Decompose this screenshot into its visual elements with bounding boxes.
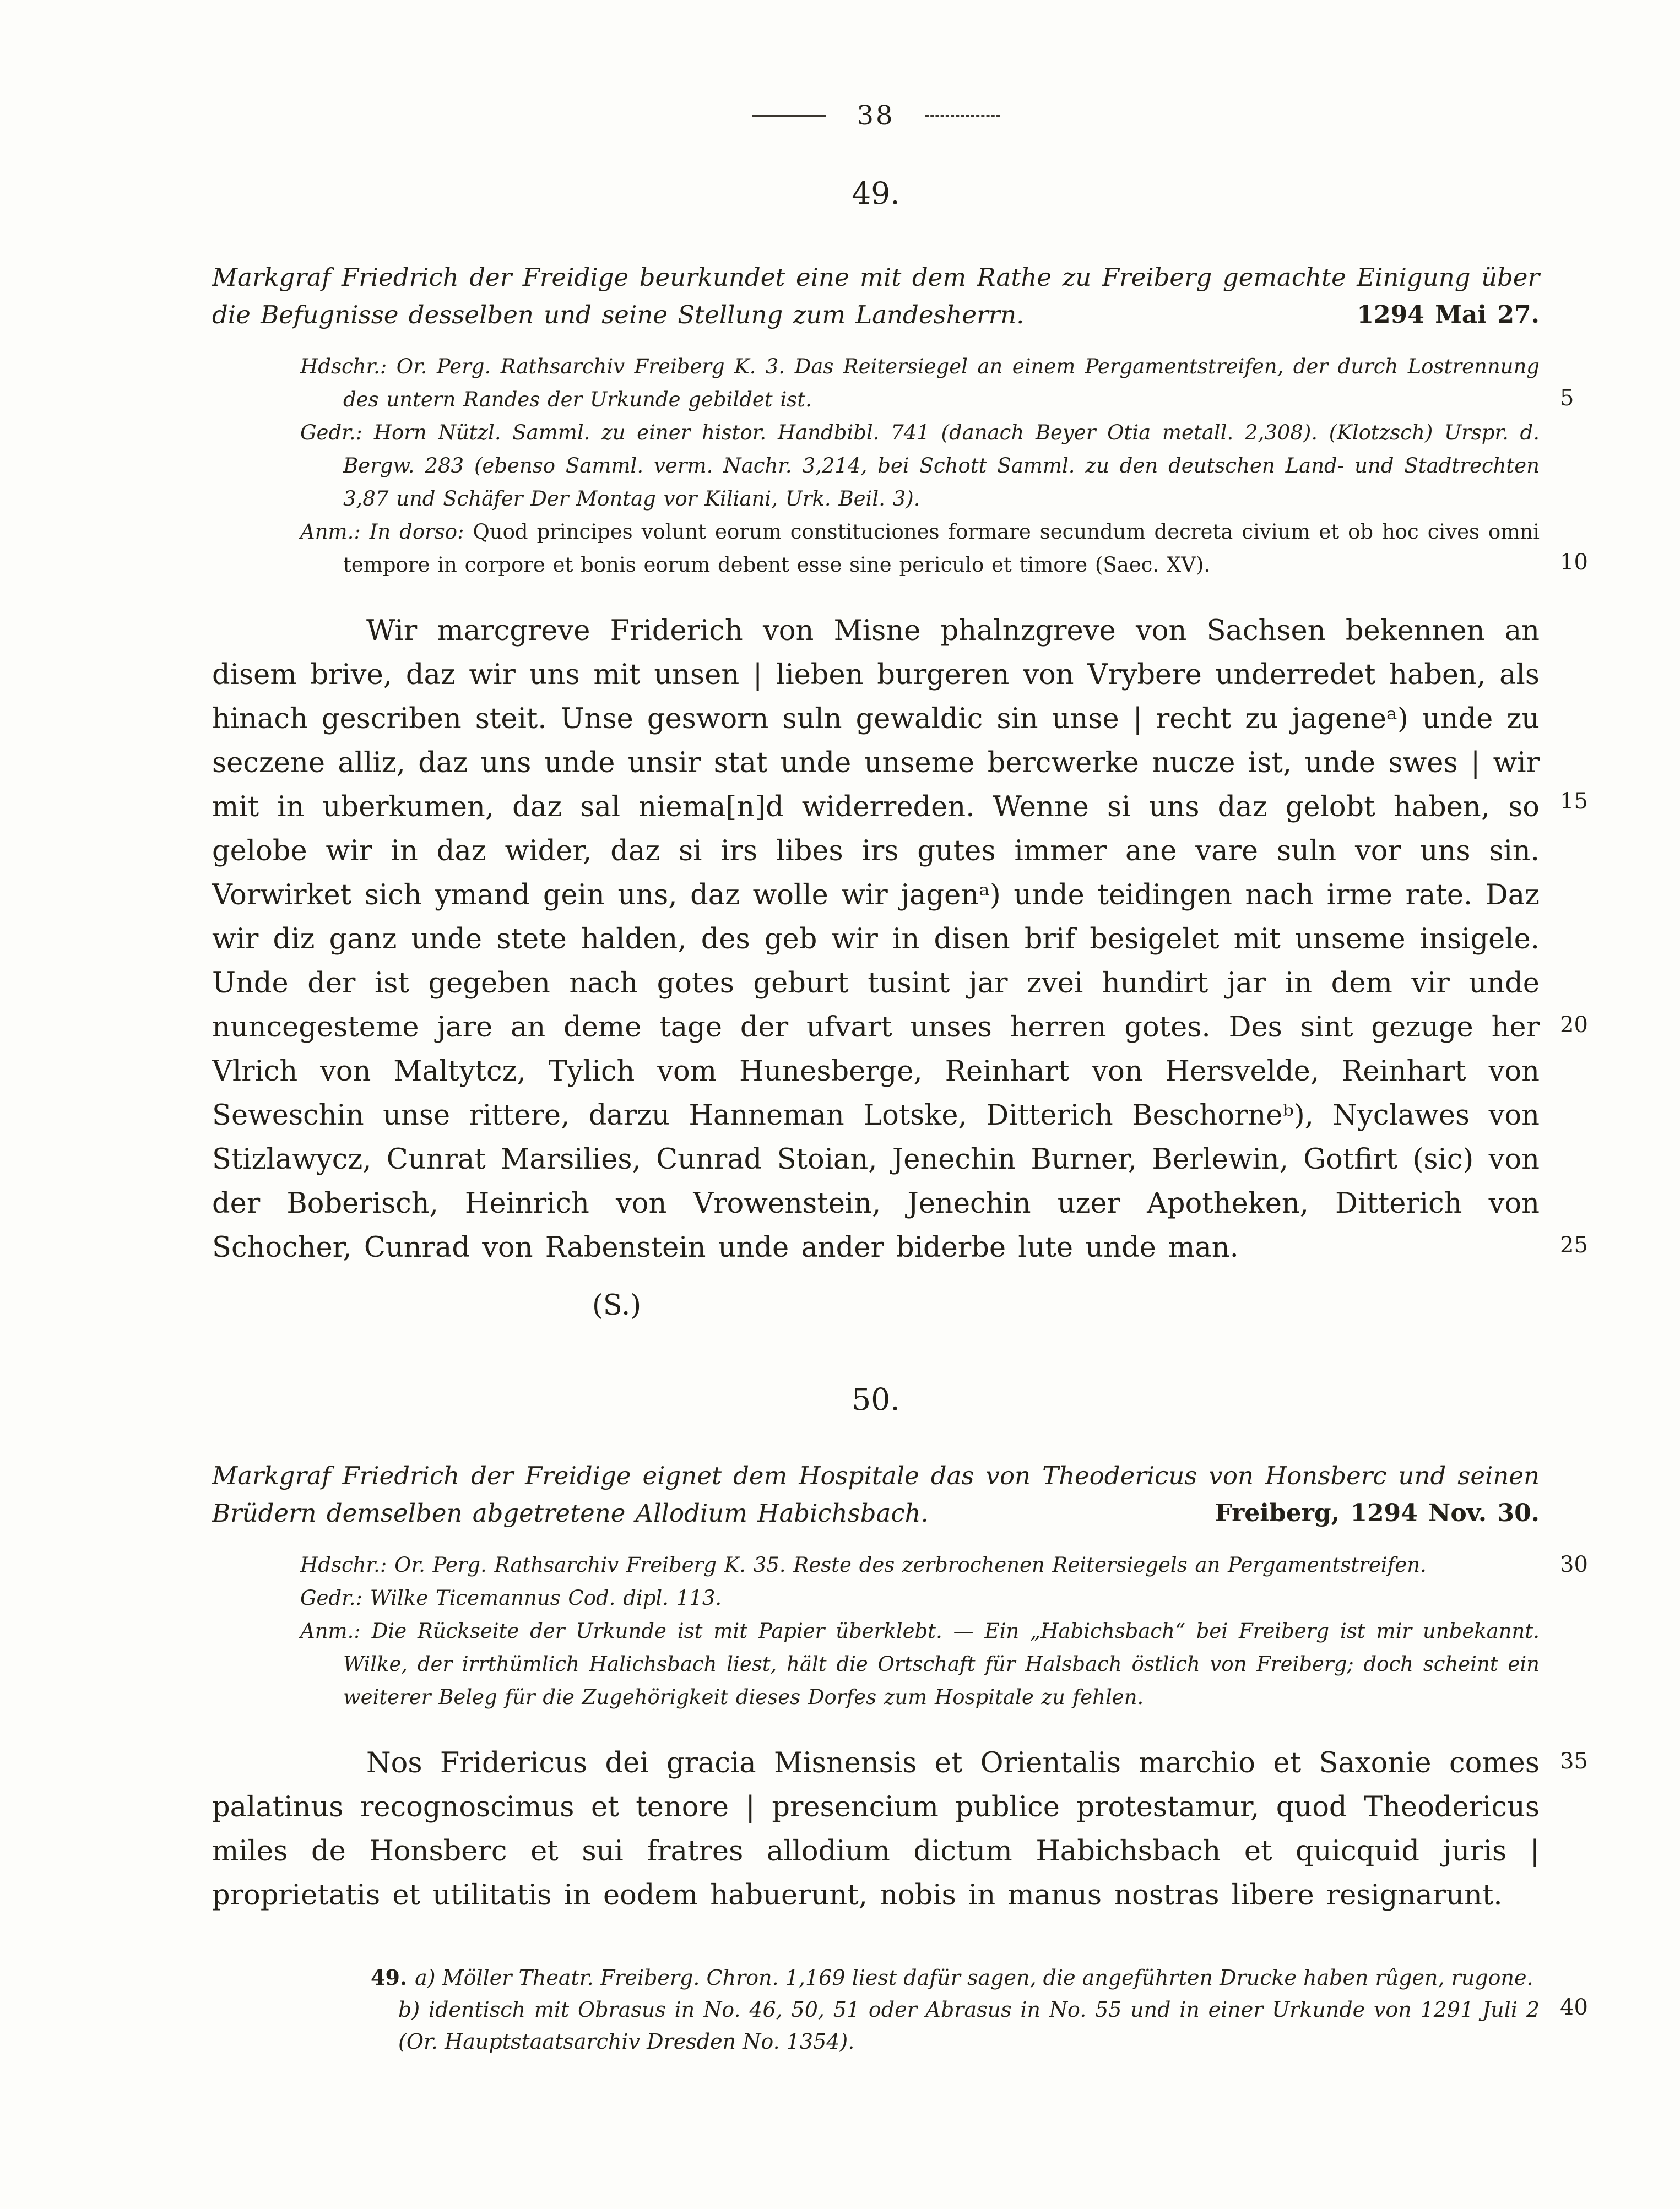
apparatus-entry-gedr	[300, 416, 1540, 515]
apparatus-entry-hdschr	[300, 1549, 1540, 1582]
apparatus-entry-anm	[300, 1615, 1540, 1714]
footnotes-block	[371, 1962, 1540, 2058]
apparatus-entry-gedr	[300, 1582, 1540, 1615]
apparatus-label: Hdschr.:	[300, 1553, 387, 1577]
apparatus-label: Anm.:	[300, 520, 361, 544]
apparatus-label: Hdschr.:	[300, 355, 387, 378]
section-number: 50.	[852, 1382, 900, 1417]
line-number-15: 15	[1560, 789, 1588, 814]
line-number-25: 25	[1560, 1233, 1588, 1258]
page-content	[212, 99, 1540, 2058]
line-number-20: 20	[1560, 1012, 1588, 1038]
charter-summary	[212, 1457, 1540, 1532]
apparatus-block	[212, 1549, 1540, 1714]
line-number-10: 10	[1560, 550, 1588, 575]
line-number-40: 40	[1560, 1995, 1588, 2020]
section-number: 49.	[852, 176, 900, 211]
charter-body-text: Nos Fridericus dei gracia Misnensis et Orientalis marchio et Saxonie comes palatinus recognoscimus et tenore | presencium publice protestamur, quod Theodericus miles de Honsberc et sui fratres allodium dictum Habichsbach et quicquid juris | proprietatis et utilitatis in eodem habuerunt, nobis in manus nostras libere resignarunt.	[212, 1747, 1540, 1912]
seal-mark: (S.)	[592, 1289, 642, 1322]
apparatus-text: In dorso:	[369, 520, 464, 544]
footnote-a	[371, 1962, 1540, 1994]
page-number-rule-right	[925, 115, 1000, 117]
charter-date: 1294 Mai 27.	[1340, 296, 1540, 334]
line-number-35: 35	[1560, 1749, 1588, 1774]
page-number: 38	[857, 100, 895, 131]
charter-body-text: Wir marcgreve Friderich von Misne phalnzgreve von Sachsen bekennen an disem brive, daz wir uns mit unsen | lieben burgeren von Vrybere underredet haben, als hinach gescriben steit. Unse gesworn suln gewaldic sin unse | recht zu jageneᵃ) unde zu seczene alliz, daz uns unde unsir stat unde unseme bercwerke nucze ist, unde swes | wir mit in uberkumen, daz sal niema[n]d widerreden. Wenne si uns daz gelobt haben, so gelobe wir in daz wider, daz si irs libes irs gutes immer ane vare suln vor uns sin. Vorwirket sich ymand gein uns, daz wolle wir jagenᵃ) unde teidingen nach irme rate. Daz wir diz ganz unde stete halden, des geb wir in disen brif besigelet mit unseme insigele. Unde der ist gegeben nach gotes geburt tusint jar zvei hundirt jar in dem vir unde nuncegesteme jare an deme tage der ufvart unses herren gotes. Des sint gezuge her Vlrich von Maltytcz, Tylich vom Hunesberge, Reinhart von Hersvelde, Reinhart von Seweschin unse rittere, darzu Hanneman Lotske, Ditterich Beschorneᵇ), Nyclawes von Stizlawycz, Cunrat Marsilies, Cunrad Stoian, Jenechin Burner, Berlewin, Gotfirt (sic) von der Boberisch, Heinrich von Vrowenstein, Jenechin uzer Apotheken, Ditterich von Schocher, Cunrad von Rabenstein unde ander biderbe lute unde man.	[212, 615, 1540, 1264]
line-number-5: 5	[1560, 386, 1574, 411]
apparatus-text: Or. Perg. Rathsarchiv Freiberg K. 35. Reste des zerbrochenen Reitersiegels an Pergamentstreifen.	[394, 1553, 1427, 1577]
apparatus-label: Anm.:	[300, 1619, 361, 1643]
charter-summary	[212, 259, 1540, 334]
apparatus-label: Gedr.:	[300, 1586, 362, 1610]
apparatus-text: Or. Perg. Rathsarchiv Freiberg K. 3. Das Reitersiegel an einem Pergamentstreifen, der durch Lostrennung des untern Randes der Urkunde gebildet ist.	[343, 355, 1540, 411]
apparatus-quote: Quod principes volunt eorum constituciones formare secundum decreta civium et ob hoc cives omni tempore in corpore et bonis eorum debent esse sine periculo et timore (Saec. XV).	[343, 520, 1540, 577]
apparatus-entry-hdschr	[300, 350, 1540, 416]
charter-section-50	[212, 1380, 1540, 1918]
footnote-text: b) identisch mit Obrasus in No. 46, 50, 51 oder Abrasus in No. 55 und in einer Urkunde von 1291 Juli 2 (Or. Hauptstaatsarchiv Dresden No. 1354).	[398, 1998, 1540, 2054]
apparatus-text: Wilke Ticemannus Cod. dipl. 113.	[370, 1586, 722, 1610]
apparatus-text: Horn Nützl. Samml. zu einer histor. Handbibl. 741 (danach Beyer Otia metall. 2,308). (Klotzsch) Urspr. d. Bergw. 283 (ebenso Samml. verm. Nachr. 3,214, bei Schott Samml. zu den deutschen Land- und Stadtrechten 3,87 und Schäfer Der Montag vor Kiliani, Urk. Beil. 3).	[343, 421, 1540, 511]
footnote-text: a) Möller Theatr. Freiberg. Chron. 1,169 liest dafür sagen, die angeführten Drucke haben rûgen, rugone.	[415, 1966, 1533, 1990]
apparatus-entry-anm	[300, 515, 1540, 582]
line-number-30: 30	[1560, 1552, 1588, 1577]
summary-text: Markgraf Friedrich der Freidige eignet dem Hospitale das von Theodericus von Honsberc und seinen Brüdern demselben abgetretene Allodium Habichsbach.	[212, 1461, 1540, 1528]
apparatus-label: Gedr.:	[300, 421, 362, 444]
apparatus-text: Die Rückseite der Urkunde ist mit Papier überklebt. — Ein „Habichsbach“ bei Freiberg ist mir unbekannt. Wilke, der irrthümlich Halichsbach liest, hält die Ortschaft für Halsbach östlich von Freiberg; doch scheint ein weiterer Beleg für die Zugehörigkeit dieses Dorfes zum Hospitale zu fehlen.	[343, 1619, 1540, 1709]
apparatus-block	[212, 350, 1540, 582]
page-number-rule-left	[752, 115, 826, 117]
footnote-section-label: 49.	[371, 1965, 408, 1990]
charter-section-49	[212, 174, 1540, 1325]
charter-date: Freiberg, 1294 Nov. 30.	[1199, 1495, 1540, 1532]
footnote-b	[398, 1994, 1540, 2058]
summary-text: Markgraf Friedrich der Freidige beurkundet eine mit dem Rathe zu Freiberg gemachte Einigung über die Befugnisse desselben und seine Stellung zum Landesherrn.	[212, 263, 1540, 329]
page-header	[212, 99, 1540, 132]
